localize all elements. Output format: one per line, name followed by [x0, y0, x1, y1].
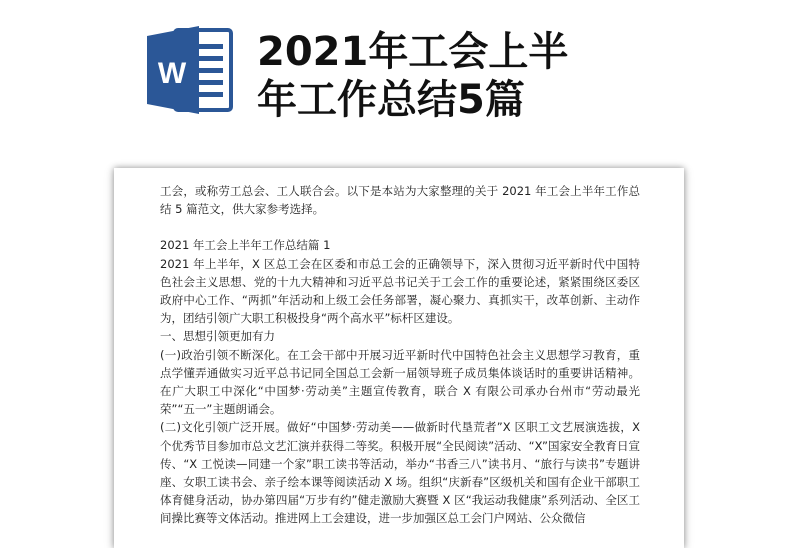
word-document-icon: [145, 22, 235, 118]
paragraph-3: (二)文化引领广泛开展。做好“中国梦·劳动美——做新时代垦荒者”X 区职工文艺展演选拔，X 个优秀节目参加市总文艺汇演并获得二等奖。积极开展“全民阅读”活动、“X”国家安全教育日宣传、“X 工悦读—同建一个家”职工读书等活动，举办“书香三八”读书月、“旅行与读书”专题讲座、女职工读书会、亲子绘本课等阅读活动 X 场。组织“庆新春”区级机关和国有企业干部职工体育健身活动，协办第四届“万步有约”健走激励大赛暨 X 区“我运动我健康”系列活动、全区工间操比赛等文体活动。推进网上工会建设，进一步加强区总工会门户网站、公众微信: [160, 420, 640, 526]
section-heading-1: 一、思想引领更加有力: [160, 329, 275, 344]
document-page: [114, 168, 684, 548]
title-line-1: 2021年工会上半: [257, 29, 569, 75]
paragraph-1: 2021 年上半年，X 区总工会在区委和市总工会的正确领导下，深入贯彻习近平新时代中国特色社会主义思想、党的十九大精神和习近平总书记关于工会工作的重要论述，紧紧围绕区委区政府中心工作、“两抓”年活动和上级工会任务部署，凝心聚力、真抓实干，改革创新、主动作为，团结引领广大职工积极投身“两个高水平”标杆区建设。: [160, 256, 640, 326]
page-title: [257, 28, 777, 124]
document-content: [160, 182, 640, 528]
intro-paragraph: 工会，或称劳工总会、工人联合会。以下是本站为大家整理的关于 2021 年工会上半年工作总结 5 篇范文，供大家参考选择。: [160, 184, 640, 217]
word-icon-letter: W: [157, 57, 187, 90]
paragraph-2: (一)政治引领不断深化。在工会干部中开展习近平新时代中国特色社会主义思想学习教育，重点学懂弄通做实习近平总书记同全国总工会新一届领导班子成员集体谈话时的重要讲话精神。在广大职工中深化“中国梦·劳动美”主题宣传教育，联合 X 有限公司承办台州市“劳动最光荣”“五一”主题朗诵会。: [160, 347, 640, 417]
paragraph-gap: [160, 218, 640, 236]
title-line-2: 年工作总结5篇: [257, 77, 525, 123]
header: [0, 0, 800, 150]
article-heading: 2021 年工会上半年工作总结篇 1: [160, 238, 331, 253]
